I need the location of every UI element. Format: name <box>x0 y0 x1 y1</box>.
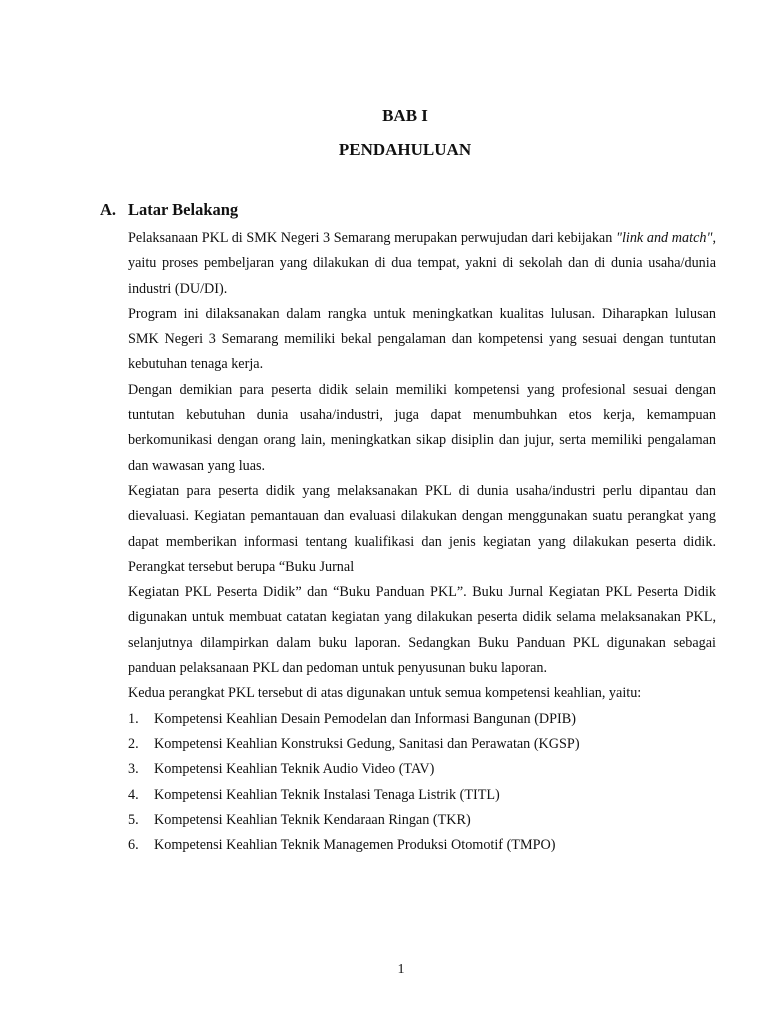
paragraph-1-post: , yaitu proses pembeljaran yang dilakukan di dua tempat, yakni di sekolah dan di dunia usaha/dunia industri (DU/DI). <box>128 230 716 297</box>
list-item-number: 3. <box>128 761 139 778</box>
paragraph-2: Program ini dilaksanakan dalam rangka untuk meningkatkan kualitas lulusan. Diharapkan lulusan SMK Negeri 3 Semarang memiliki bekal pengalaman dan kompetensi yang sesuai dengan tuntutan kebutuhan tenaga kerja. <box>128 305 716 373</box>
list-item <box>128 757 716 782</box>
paragraph-1 <box>128 226 716 302</box>
list-item-text: Kompetensi Keahlian Konstruksi Gedung, Sanitasi dan Perawatan (KGSP) <box>154 735 580 752</box>
list-item <box>128 808 716 833</box>
chapter-heading: BAB I <box>382 106 428 125</box>
section-heading <box>100 200 238 220</box>
list-item-text: Kompetensi Keahlian Teknik Instalasi Tenaga Listrik (TITL) <box>154 786 500 803</box>
link-and-match-phrase: "link and match" <box>615 230 713 246</box>
chapter-title: PENDAHULUAN <box>338 140 472 159</box>
section-number: A. <box>100 200 117 219</box>
page-number: 1 <box>397 962 405 977</box>
list-item-text: Kompetensi Keahlian Desain Pemodelan dan Informasi Bangunan (DPIB) <box>154 710 576 727</box>
list-item-number: 4. <box>128 786 139 803</box>
list-item-number: 2. <box>128 735 139 752</box>
paragraph-3: Dengan demikian para peserta didik selain memiliki kompetensi yang profesional sesuai dengan tuntutan kebutuhan dunia usaha/industri, juga dapat menumbuhkan etos kerja, kemampuan berkomunikasi dengan orang lain, meningkatkan sikap disiplin dan jujur, serta memiliki pengalaman dan wawasan yang luas. <box>128 381 716 474</box>
competency-list <box>128 707 716 859</box>
list-item-text: Kompetensi Keahlian Teknik Managemen Produksi Otomotif (TMPO) <box>154 837 556 854</box>
list-item-text: Kompetensi Keahlian Teknik Kendaraan Ringan (TKR) <box>154 811 471 828</box>
section-title: Latar Belakang <box>128 200 239 219</box>
list-item <box>128 732 716 757</box>
list-item-text: Kompetensi Keahlian Teknik Audio Video (TAV) <box>154 761 435 778</box>
list-item <box>128 833 716 858</box>
list-item <box>128 707 716 732</box>
list-item-number: 1. <box>128 710 139 727</box>
list-item-number: 6. <box>128 837 139 854</box>
paragraph-1-pre: Pelaksanaan PKL di SMK Negeri 3 Semarang merupakan perwujudan dari kebijakan <box>128 230 616 246</box>
list-item-number: 5. <box>128 811 139 828</box>
section-body <box>128 226 716 858</box>
paragraph-5: Kegiatan PKL Peserta Didik” dan “Buku Panduan PKL”. Buku Jurnal Kegiatan PKL Peserta Didik digunakan untuk membuat catatan kegiatan yang dilakukan peserta didik selama melaksanakan PKL, selanjutnya dilampirkan dalam buku laporan. Sedangkan Buku Panduan PKL digunakan sebagai panduan pelaksanaan PKL dan pedoman untuk penyusunan buku laporan. <box>128 584 716 677</box>
list-item <box>128 783 716 808</box>
paragraph-4: Kegiatan para peserta didik yang melaksanakan PKL di dunia usaha/industri perlu dipantau dan dievaluasi. Kegiatan pemantauan dan evaluasi dilakukan dengan menggunakan suatu perangkat yang dapat memberikan informasi tentang kualifikasi dan jenis kegiatan yang dilakukan peserta didik. Perangkat tersebut berupa “Buku Jurnal <box>128 482 716 575</box>
paragraph-6: Kedua perangkat PKL tersebut di atas digunakan untuk semua kompetensi keahlian, yaitu: <box>128 685 642 702</box>
